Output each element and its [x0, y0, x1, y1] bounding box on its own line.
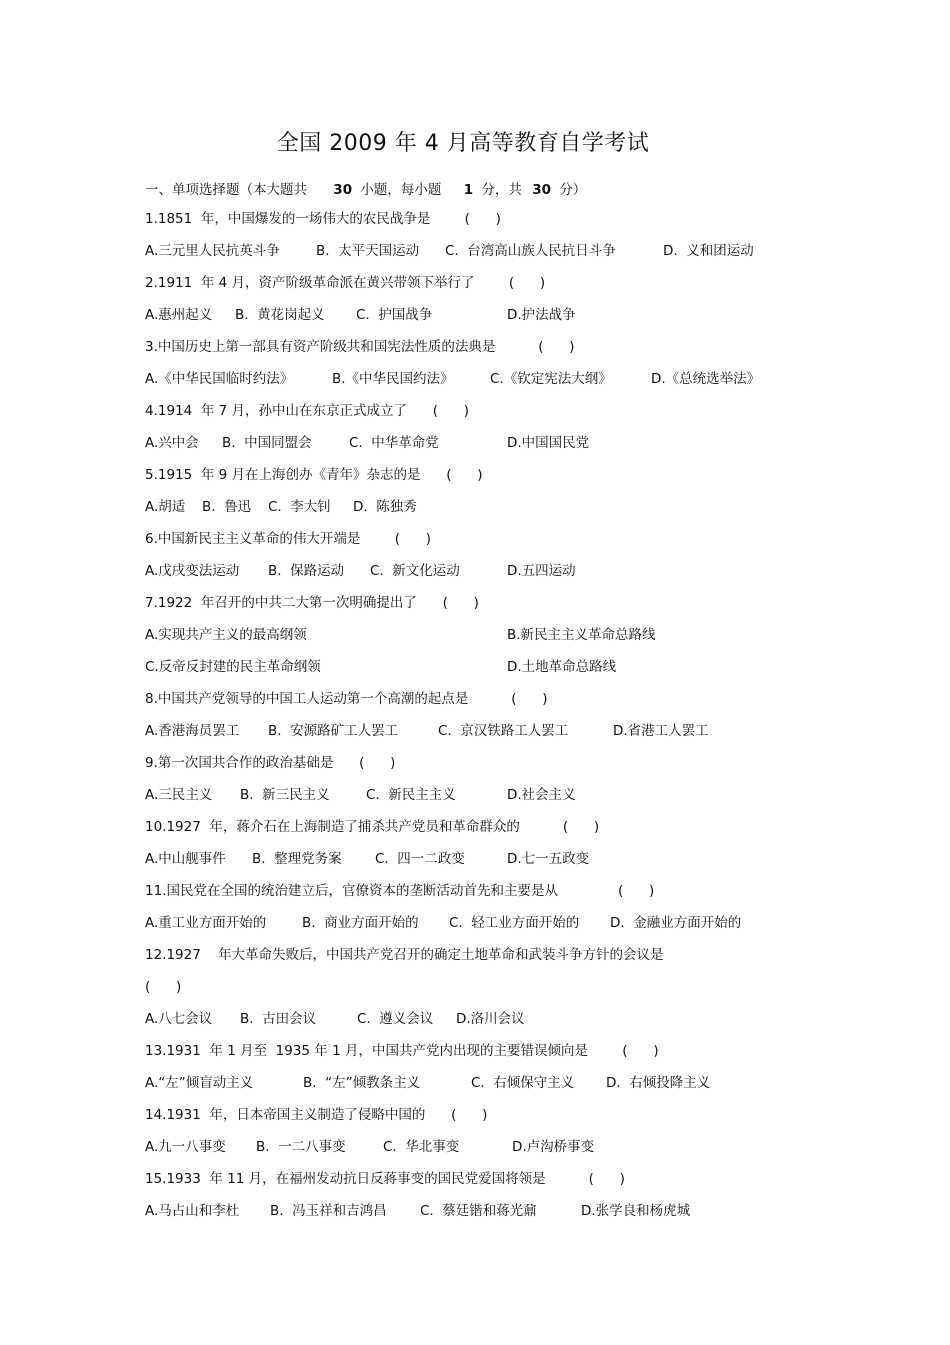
- question-text: 13.1931 年 1 月至 1935 年 1 月，中国共产党内出现的主要错误倾向是 ( ): [145, 1043, 659, 1059]
- option-item: B. 商业方面开始的: [302, 915, 419, 931]
- option-item: D.洛川会议: [456, 1011, 525, 1027]
- section-prefix: 一、单项选择题（本大题共: [145, 182, 307, 198]
- question-text: 6.中国新民主主义革命的伟大开端是 ( ): [145, 531, 431, 547]
- option-item: D.社会主义: [507, 787, 576, 803]
- section-mid2: 分，共: [481, 182, 522, 198]
- page-title: 全国 2009 年 4 月高等教育自学考试: [276, 131, 650, 156]
- option-item: C.《钦定宪法大纲》: [490, 371, 612, 387]
- question-text: 9.第一次国共合作的政治基础是 ( ): [145, 755, 396, 771]
- option-item: A.中山舰事件: [145, 851, 226, 867]
- option-item: B. 黄花岗起义: [235, 307, 325, 323]
- option-item: C. 护国战争: [356, 307, 433, 323]
- option-item: A.《中华民国临时约法》: [145, 371, 294, 387]
- section-header: [145, 178, 586, 198]
- option-item: C. 遵义会议: [357, 1011, 434, 1027]
- option-item: B. 保路运动: [268, 563, 345, 579]
- option-item: A.兴中会: [145, 435, 199, 451]
- section-total: 30: [532, 182, 551, 198]
- option-item: A.马占山和李杜: [145, 1203, 240, 1219]
- option-item: B. 一二八事变: [256, 1139, 346, 1155]
- question-text: 15.1933 年 11 月，在福州发动抗日反蒋事变的国民党爱国将领是 ( ): [145, 1171, 625, 1187]
- option-item: A.九一八事变: [145, 1139, 226, 1155]
- option-item: C. 京汉铁路工人罢工: [438, 723, 569, 739]
- option-item: A.八七会议: [145, 1011, 213, 1027]
- question-text-continued: ( ): [145, 979, 182, 995]
- option-item: C. 四一二政变: [375, 851, 465, 867]
- option-item: B.《中华民国约法》: [332, 371, 454, 387]
- option-item: C. 华北事变: [383, 1139, 460, 1155]
- option-item: A.胡适: [145, 499, 186, 515]
- option-item: D.《总统选举法》: [651, 371, 761, 387]
- option-item: B. 中国同盟会: [222, 435, 312, 451]
- option-item: D.土地革命总路线: [507, 659, 617, 675]
- option-item: D. 陈独秀: [353, 499, 417, 515]
- option-item: D.七一五政变: [507, 851, 590, 867]
- question-text: 8.中国共产党领导的中国工人运动第一个高潮的起点是 ( ): [145, 691, 548, 707]
- option-item: C. 新文化运动: [370, 563, 460, 579]
- option-item: A.实现共产主义的最高纲领: [145, 627, 307, 643]
- option-item: C. 李大钊: [268, 499, 331, 515]
- option-item: B. 新三民主义: [240, 787, 330, 803]
- section-suffix: 分）: [559, 182, 587, 198]
- section-count: 30: [333, 182, 353, 198]
- option-item: A.三元里人民抗英斗争: [145, 243, 280, 259]
- option-item: D.张学良和杨虎城: [581, 1203, 691, 1219]
- option-item: D.护法战争: [507, 307, 576, 323]
- option-item: B.新民主主义革命总路线: [507, 627, 656, 643]
- option-item: D. 金融业方面开始的: [610, 915, 742, 931]
- question-text: 1.1851 年，中国爆发的一场伟大的农民战争是 ( ): [145, 211, 501, 227]
- question-text: 10.1927 年，蒋介石在上海制造了捕杀共产党员和革命群众的 ( ): [145, 819, 600, 835]
- option-item: B. “左”倾教条主义: [303, 1075, 421, 1091]
- option-item: D.五四运动: [507, 563, 576, 579]
- option-item: C. 蔡廷锴和蒋光鼐: [420, 1203, 537, 1219]
- option-item: A.惠州起义: [145, 307, 213, 323]
- question-text: 5.1915 年 9 月在上海创办《青年》杂志的是 ( ): [145, 467, 483, 483]
- option-item: D. 义和团运动: [663, 243, 754, 259]
- option-item: C. 新民主主义: [366, 787, 456, 803]
- question-text: 12.1927 年大革命失败后，中国共产党召开的确定土地革命和武装斗争方针的会议是: [145, 947, 664, 963]
- option-item: C. 中华革命党: [349, 435, 439, 451]
- question-text: 2.1911 年 4 月，资产阶级革命派在黄兴带领下举行了 ( ): [145, 275, 546, 291]
- question-text: 4.1914 年 7 月，孙中山在东京正式成立了 ( ): [145, 403, 470, 419]
- option-item: C.反帝反封建的民主革命纲领: [145, 659, 321, 675]
- question-text: 14.1931 年，日本帝国主义制造了侵略中国的 ( ): [145, 1107, 488, 1123]
- option-item: B. 冯玉祥和吉鸿昌: [270, 1203, 387, 1219]
- option-item: B. 太平天国运动: [316, 243, 420, 259]
- question-text: 11.国民党在全国的统治建立后，官僚资本的垄断活动首先和主要是从 ( ): [145, 883, 655, 899]
- option-item: A.三民主义: [145, 787, 213, 803]
- option-item: C. 台湾高山族人民抗日斗争: [445, 243, 616, 259]
- option-item: B. 鲁迅: [202, 499, 252, 515]
- option-item: C. 轻工业方面开始的: [449, 915, 580, 931]
- option-item: B. 古田会议: [240, 1011, 317, 1027]
- option-item: D.卢沟桥事变: [512, 1139, 595, 1155]
- section-points: 1: [463, 182, 474, 198]
- option-item: D.省港工人罢工: [613, 723, 709, 739]
- option-item: A.香港海员罢工: [145, 723, 240, 739]
- question-text: 7.1922 年召开的中共二大第一次明确提出了 ( ): [145, 595, 479, 611]
- option-item: A.“左”倾盲动主义: [145, 1075, 254, 1091]
- option-item: A.戊戌变法运动: [145, 563, 240, 579]
- option-item: D.中国国民党: [507, 435, 590, 451]
- option-item: D. 右倾投降主义: [606, 1075, 711, 1091]
- option-item: A.重工业方面开始的: [145, 915, 267, 931]
- option-item: C. 右倾保守主义: [471, 1075, 575, 1091]
- option-item: B. 整理党务案: [252, 851, 342, 867]
- option-item: B. 安源路矿工人罢工: [268, 723, 399, 739]
- question-text: 3.中国历史上第一部具有资产阶级共和国宪法性质的法典是 ( ): [145, 339, 575, 355]
- section-mid1: 小题，每小题: [360, 182, 442, 198]
